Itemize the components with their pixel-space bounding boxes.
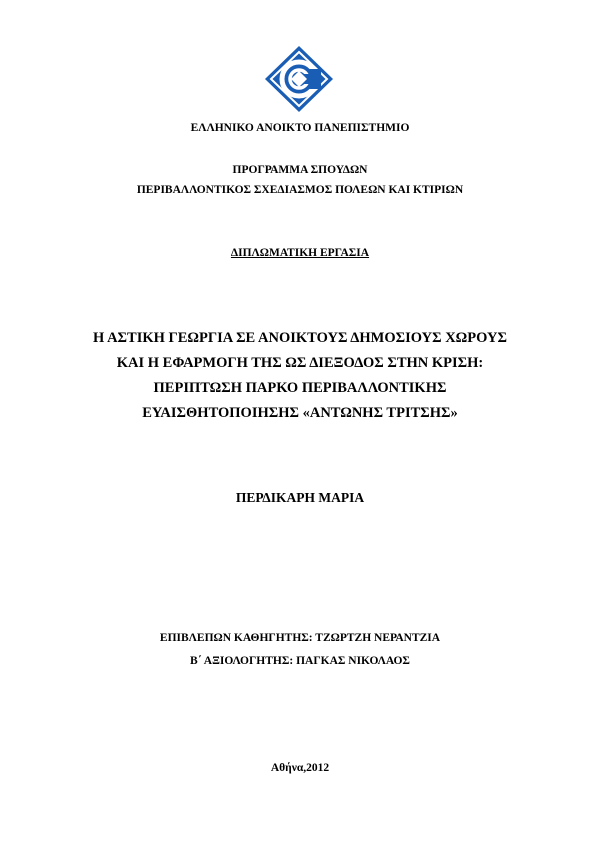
place-date: Αθήνα,2012 <box>270 762 330 774</box>
eap-university-logo-icon <box>262 44 336 114</box>
author-name: ΠΕΡΔΙΚΑΡΗ ΜΑΡΙΑ <box>235 490 365 505</box>
supervisor: ΕΠΙΒΛΕΠΩΝ ΚΑΘΗΓΗΤΗΣ: ΤΖΩΡΤΖΗ ΝΕΡΑΝΤΖΙΑ <box>159 632 441 644</box>
program-label: ΠΡΟΓΡΑΜΜΑ ΣΠΟΥΔΩΝ <box>232 164 368 176</box>
second-examiner: Β΄ ΑΞΙΟΛΟΓΗΤΗΣ: ΠΑΓΚΑΣ ΝΙΚΟΛΑΟΣ <box>190 655 410 667</box>
university-name: ΕΛΛΗΝΙΚΟ ΑΝΟΙΚΤΟ ΠΑΝΕΠΙΣΤΗΜΙΟ <box>190 122 410 134</box>
thesis-type: ΔΙΠΛΩΜΑΤΙΚΗ ΕΡΓΑΣΙΑ <box>230 247 370 259</box>
thesis-title-line-3: ΠΕΡΙΠΤΩΣΗ ΠΑΡΚΟ ΠΕΡΙΒΑΛΛΟΝΤΙΚΗΣ <box>153 380 447 396</box>
thesis-title-line-1: Η ΑΣΤΙΚΗ ΓΕΩΡΓΙΑ ΣΕ ΑΝΟΙΚΤΟΥΣ ΔΗΜΟΣΙΟΥΣ ΧΩΡΟΥΣ <box>92 330 508 346</box>
program-name: ΠΕΡΙΒΑΛΛΟΝΤΙΚΟΣ ΣΧΕΔΙΑΣΜΟΣ ΠΟΛΕΩΝ ΚΑΙ ΚΤΙΡΙΩΝ <box>136 184 464 196</box>
thesis-title-line-2: ΚΑΙ Η ΕΦΑΡΜΟΓΗ ΤΗΣ ΩΣ ΔΙΕΞΟΔΟΣ ΣΤΗΝ ΚΡΙΣΗ: <box>116 355 484 371</box>
thesis-title-line-4: ΕΥΑΙΣΘΗΤΟΠΟΙΗΣΗΣ «ΑΝΤΩΝΗΣ ΤΡΙΤΣΗΣ» <box>142 405 458 421</box>
